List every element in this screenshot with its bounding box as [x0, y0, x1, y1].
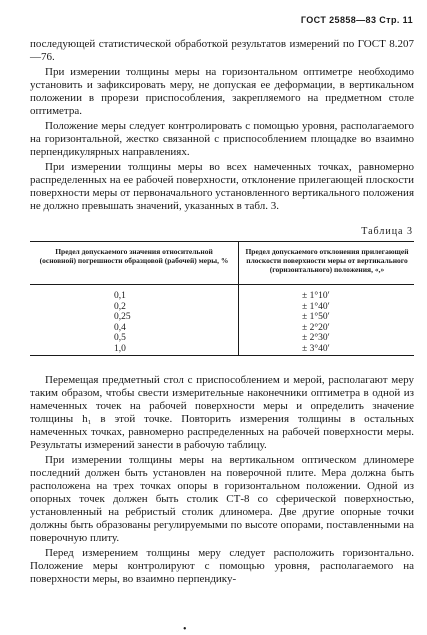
table-header-col2: Предел допускаемого отклонения прилегающей плоскости поверхности меры от вертикального (горизонтального) положения, «,» — [245, 247, 409, 274]
table-header-col1: Предел допускаемого значения относительной (основной) погрешности образцовой (рабочей) меры, % — [39, 247, 229, 265]
paragraph: При измерении толщины меры во всех намеченных точках, равномерно распределенных на ее рабочей поверхности, отклонение прилегающей плоскости поверхности меры от первоначального установленного вертикального положения не должно превышать значений, указанных в табл. 3. — [30, 161, 414, 212]
table-cell: ± 1°50′ — [302, 312, 330, 322]
table-bottom-rule — [30, 355, 414, 356]
table-3 — [30, 241, 414, 356]
table-cell: 0,2 — [114, 301, 126, 312]
running-header: ГОСТ 25858—83 Стр. 11 — [300, 15, 413, 25]
table-col1-values — [114, 291, 131, 354]
table-header-rule — [30, 284, 414, 285]
table-cell: 1,0 — [114, 343, 126, 354]
table-cell: 0,25 — [114, 312, 131, 322]
paragraph: Перед измерением толщины меру следует расположить горизонтально. Положение меры контролируют с помощью уровня, располагаемого на поверхности меры, во взаимно перпендику- — [30, 547, 414, 585]
body-text-bottom — [30, 374, 414, 588]
table-cell: ± 1°40′ — [302, 301, 330, 312]
table-cell: ± 3°40′ — [302, 343, 330, 354]
table-cell: ± 2°20′ — [302, 322, 330, 333]
paragraph: Положение меры следует контролировать с помощью уровня, располагаемого на горизонтальной, жестко связанной с приспособлением площадке во взаимно перпендикулярных направлениях. — [30, 120, 414, 158]
table-col2-values — [302, 291, 330, 354]
footer-mark: • — [183, 624, 187, 635]
body-text-top — [30, 38, 414, 215]
table-cell: 0,4 — [114, 322, 126, 333]
table-cell: ± 1°10′ — [302, 291, 330, 301]
paragraph: последующей статистической обработкой результатов измерений по ГОСТ 8.207—76. — [30, 38, 414, 63]
table-cell: 0,5 — [114, 333, 126, 343]
table-column-divider — [238, 241, 239, 356]
table-top-rule — [30, 241, 414, 242]
table-cell: ± 2°30′ — [302, 333, 330, 343]
paragraph: При измерении толщины меры на вертикальном оптическом длиномере последний должен быть установлен на поверочной плите. Мера должна быть расположена на трех точках опоры в горизонтальном положении. Одной из опорных точек должен быть столик СТ-8 со сферической поверхностью, установленный на ребристый столик длиномера. Две другие опорные точки должны быть образованы регулируемыми по высоте опорами, поставленными на поверочную плиту. — [30, 454, 414, 544]
paragraph: При измерении толщины меры на горизонтальном оптиметре необходимо установить и зафиксировать меру, не допуская ее деформации, в вертикальном положении в прорези приспособления, закрепляемого на предметном столе оптиметра. — [30, 66, 414, 117]
paragraph: Перемещая предметный стол с приспособлением и мерой, располагают меру таким образом, чтобы свести измерительные наконечники оптиметра в одной из намеченных точек на рабочей поверхности меры и определить значение толщины h₁ в этой точке. Повторить измерения толщины в остальных намеченных точках, равномерно распределенных на рабочей поверхности меры. Результаты измерений занести в рабочую таблицу. — [30, 374, 414, 451]
table-cell: 0,1 — [114, 291, 126, 301]
table-caption: Таблица 3 — [361, 226, 413, 237]
